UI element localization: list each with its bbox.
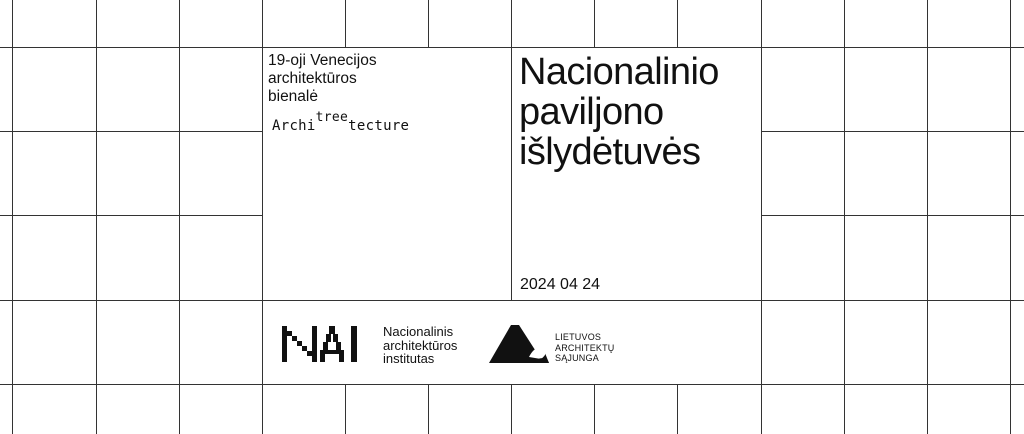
event-tagline [272, 110, 410, 134]
event-subtitle: 19-oji Venecijos architektūros bienalė [268, 52, 377, 105]
tagline-raised: tree [315, 110, 349, 125]
nai-logo-icon [282, 326, 360, 362]
headline-title: Nacionalinio paviljono išlydėtuvės [519, 51, 719, 173]
las-union-name: LIETUVOS ARCHITEKTŲ SĄJUNGA [555, 332, 615, 363]
tagline-start: Archi [272, 118, 316, 134]
tagline-end: tecture [348, 118, 410, 134]
las-mountain-icon [489, 323, 551, 365]
nai-institute-name: Nacionalinis architektūros institutas [383, 324, 458, 366]
event-date: 2024 04 24 [520, 276, 601, 293]
